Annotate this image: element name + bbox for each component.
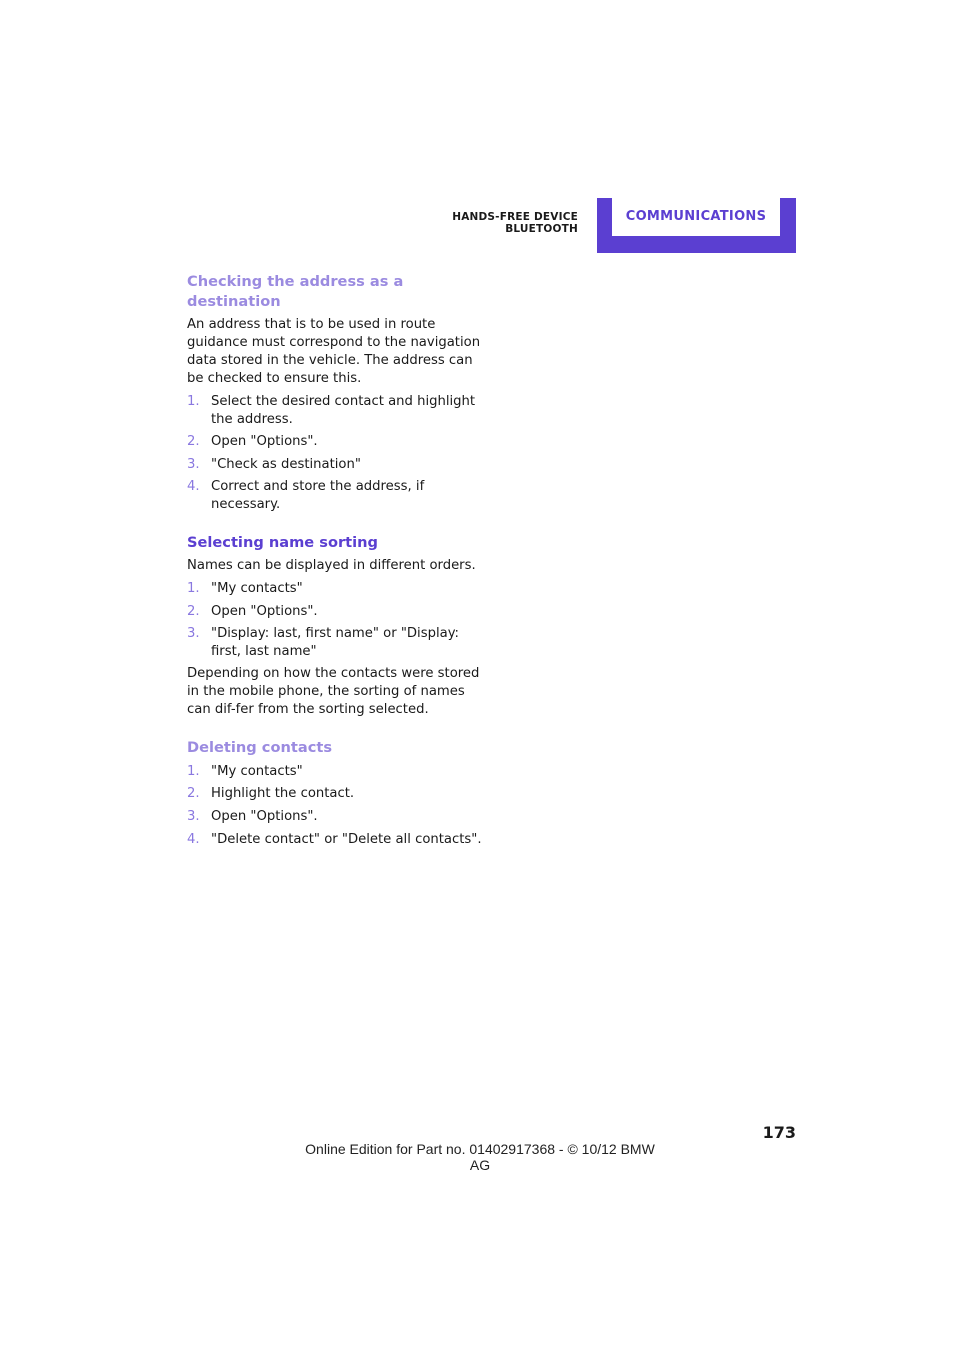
step-text: Highlight the contact. [211, 786, 355, 802]
steps-name-sorting [187, 580, 487, 661]
list-item [187, 625, 487, 661]
running-head: HANDS-FREE DEVICE BLUETOOTH [452, 211, 578, 235]
step-number: 3. [187, 456, 200, 472]
step-text: "Display: last, first name" or "Display: first, last name" [211, 626, 459, 660]
steps-checking-address [187, 393, 487, 515]
list-item [187, 456, 487, 474]
list-item [187, 393, 487, 429]
step-number: 4. [187, 479, 200, 495]
step-text: "My contacts" [211, 763, 303, 779]
section-outro-name-sorting: Depending on how the contacts were stored in the mobile phone, the sorting of names can dif-fer from the sorting selected. [187, 666, 480, 718]
page-number: 173 [762, 1123, 796, 1142]
step-text: Open "Options". [211, 434, 318, 450]
step-text: Open "Options". [211, 603, 318, 619]
list-item [187, 808, 487, 826]
step-text: Select the desired contact and highlight the address. [211, 393, 476, 427]
list-item [187, 580, 487, 598]
list-item [187, 763, 487, 781]
list-item [187, 831, 487, 849]
step-number: 2. [187, 434, 200, 450]
section-heading-name-sorting: Selecting name sorting [187, 534, 379, 552]
list-item [187, 478, 487, 514]
steps-deleting-contacts [187, 763, 487, 849]
step-number: 1. [187, 763, 200, 779]
section-heading-deleting-contacts: Deleting contacts [187, 739, 333, 757]
step-text: "Check as destination" [211, 456, 361, 472]
list-item [187, 603, 487, 621]
step-number: 2. [187, 603, 200, 619]
chapter-tab [597, 198, 796, 253]
step-text: Correct and store the address, if necessary. [211, 479, 425, 513]
step-number: 4. [187, 831, 200, 847]
section-intro-checking-address: An address that is to be used in route guidance must correspond to the navigation data stored in the vehicle. The address can be checked to ensure this. [187, 317, 481, 386]
chapter-title: COMMUNICATIONS [625, 209, 767, 224]
section-heading-checking-address: Checking the address as a destination [187, 273, 404, 310]
step-number: 1. [187, 393, 200, 409]
list-item [187, 785, 487, 803]
step-text: "Delete contact" or "Delete all contacts". [211, 831, 482, 847]
main-column [187, 272, 487, 849]
step-number: 1. [187, 580, 200, 596]
step-number: 3. [187, 626, 200, 642]
footer-edition-note: Online Edition for Part no. 01402917368 - © 10/12 BMW AG [305, 1141, 655, 1173]
section-intro-name-sorting: Names can be displayed in different orders. [187, 558, 476, 574]
list-item [187, 433, 487, 451]
step-number: 2. [187, 786, 200, 802]
chapter-tab-inner [612, 198, 780, 236]
step-text: Open "Options". [211, 808, 318, 824]
step-number: 3. [187, 808, 200, 824]
step-text: "My contacts" [211, 580, 303, 596]
